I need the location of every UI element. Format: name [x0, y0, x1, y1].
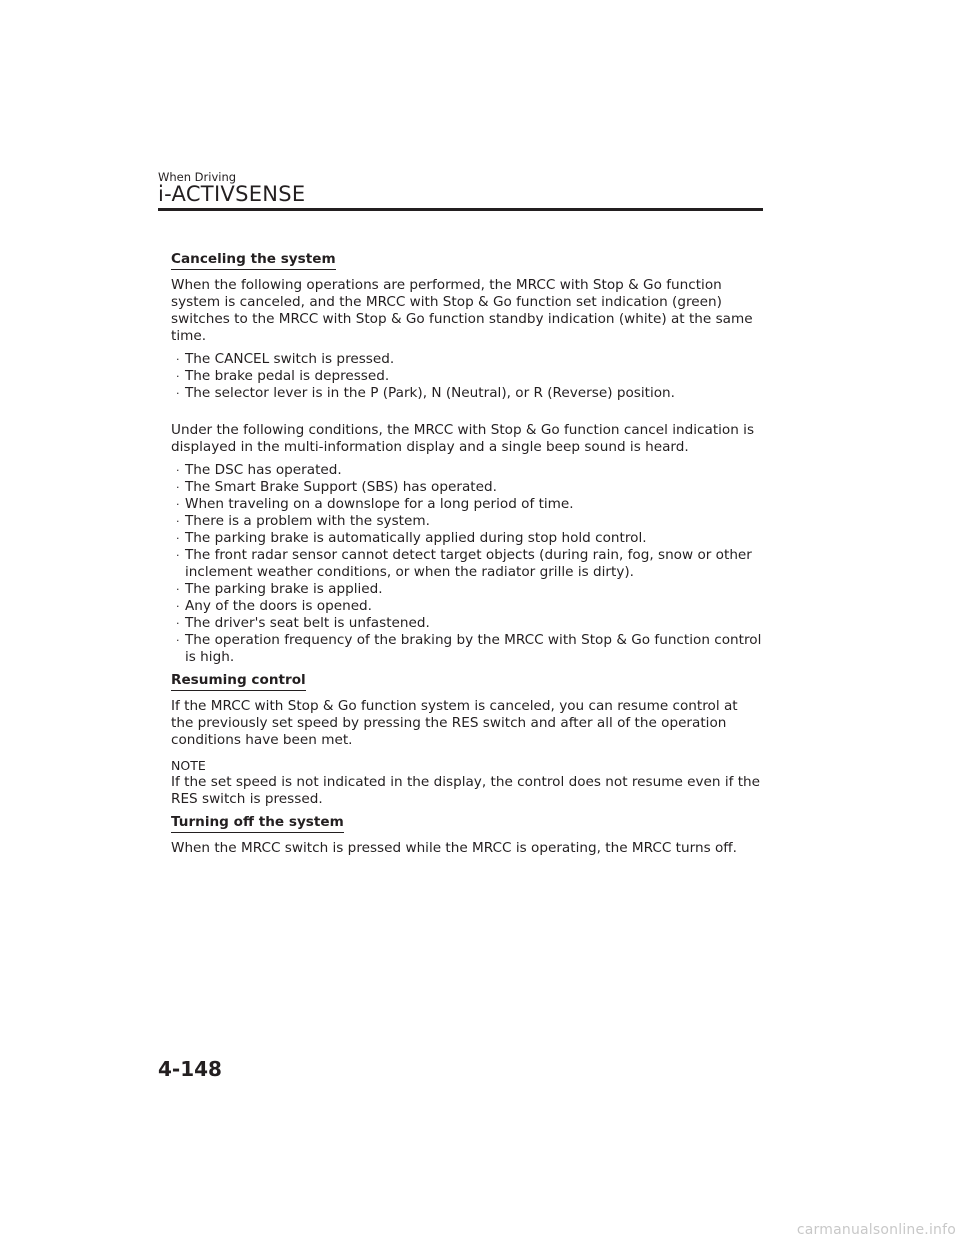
- list-item-text: The Smart Brake Support (SBS) has operated.: [185, 479, 497, 495]
- bullet-icon: ·: [176, 600, 180, 613]
- page-title: i-ACTIVSENSE: [158, 182, 306, 206]
- section-label: When Driving: [158, 170, 237, 184]
- main-content: [171, 251, 763, 863]
- list-item-text: Any of the doors is opened.: [185, 598, 373, 614]
- list-item: [175, 385, 763, 402]
- list-item-text: The brake pedal is depressed.: [185, 368, 390, 384]
- turning-off-text: When the MRCC switch is pressed while the MRCC is operating, the MRCC turns off.: [171, 840, 737, 856]
- turning-off-heading: Turning off the system: [171, 814, 344, 833]
- list-item: [175, 496, 763, 513]
- bullet-icon: ·: [176, 387, 180, 400]
- bullet-icon: ·: [176, 617, 180, 630]
- list-item-text: The DSC has operated.: [185, 462, 342, 478]
- note-label: NOTE: [171, 758, 206, 773]
- canceling-heading: Canceling the system: [171, 251, 336, 270]
- resuming-heading: Resuming control: [171, 672, 306, 691]
- list-item: [175, 632, 763, 666]
- page-number: 4-148: [158, 1057, 222, 1081]
- bullet-icon: ·: [176, 634, 180, 647]
- bullet-icon: ·: [176, 498, 180, 511]
- list-item: [175, 530, 763, 547]
- resuming-text: If the MRCC with Stop & Go function system is canceled, you can resume control at the previously set speed by pressing the RES switch and after all of the operation conditions have been met.: [171, 698, 738, 748]
- header-divider: [158, 208, 763, 211]
- list-item: [175, 513, 763, 530]
- list-item-text: The front radar sensor cannot detect target objects (during rain, fog, snow or other inclement weather conditions, or when the radiator grille is dirty).: [185, 547, 752, 580]
- list-item: [175, 615, 763, 632]
- list-item-text: The selector lever is in the P (Park), N (Neutral), or R (Reverse) position.: [185, 385, 675, 401]
- bullet-icon: ·: [176, 583, 180, 596]
- list-item: [175, 598, 763, 615]
- list-item: [175, 351, 763, 368]
- bullet-icon: ·: [176, 353, 180, 366]
- bullet-icon: ·: [176, 370, 180, 383]
- list-item-text: The parking brake is automatically applied during stop hold control.: [185, 530, 647, 546]
- list-item: [175, 479, 763, 496]
- canceling-intro: When the following operations are performed, the MRCC with Stop & Go function system is canceled, and the MRCC with Stop & Go function set indication (green) switches to the MRCC with Stop & Go function standby indication (white) at the same time.: [171, 277, 753, 344]
- list-item-text: The parking brake is applied.: [185, 581, 383, 597]
- list-item-text: The operation frequency of the braking by the MRCC with Stop & Go function control is high.: [185, 632, 762, 665]
- canceling-list: [171, 351, 763, 402]
- spacer: [171, 408, 763, 422]
- list-item: [175, 462, 763, 479]
- note-text: If the set speed is not indicated in the display, the control does not resume even if the RES switch is pressed.: [171, 774, 761, 807]
- list-item-text: The CANCEL switch is pressed.: [185, 351, 395, 367]
- bullet-icon: ·: [176, 532, 180, 545]
- list-item-text: There is a problem with the system.: [185, 513, 430, 529]
- list-item-text: When traveling on a downslope for a long period of time.: [185, 496, 574, 512]
- watermark: carmanualsonline.info: [796, 1222, 956, 1238]
- bullet-icon: ·: [176, 549, 180, 562]
- bullet-icon: ·: [176, 515, 180, 528]
- conditions-intro: Under the following conditions, the MRCC with Stop & Go function cancel indication is displayed in the multi-information display and a single beep sound is heard.: [171, 422, 755, 455]
- list-item: [175, 547, 763, 581]
- conditions-list: [171, 462, 763, 666]
- list-item: [175, 368, 763, 385]
- list-item-text: The driver's seat belt is unfastened.: [185, 615, 430, 631]
- bullet-icon: ·: [176, 464, 180, 477]
- list-item: [175, 581, 763, 598]
- bullet-icon: ·: [176, 481, 180, 494]
